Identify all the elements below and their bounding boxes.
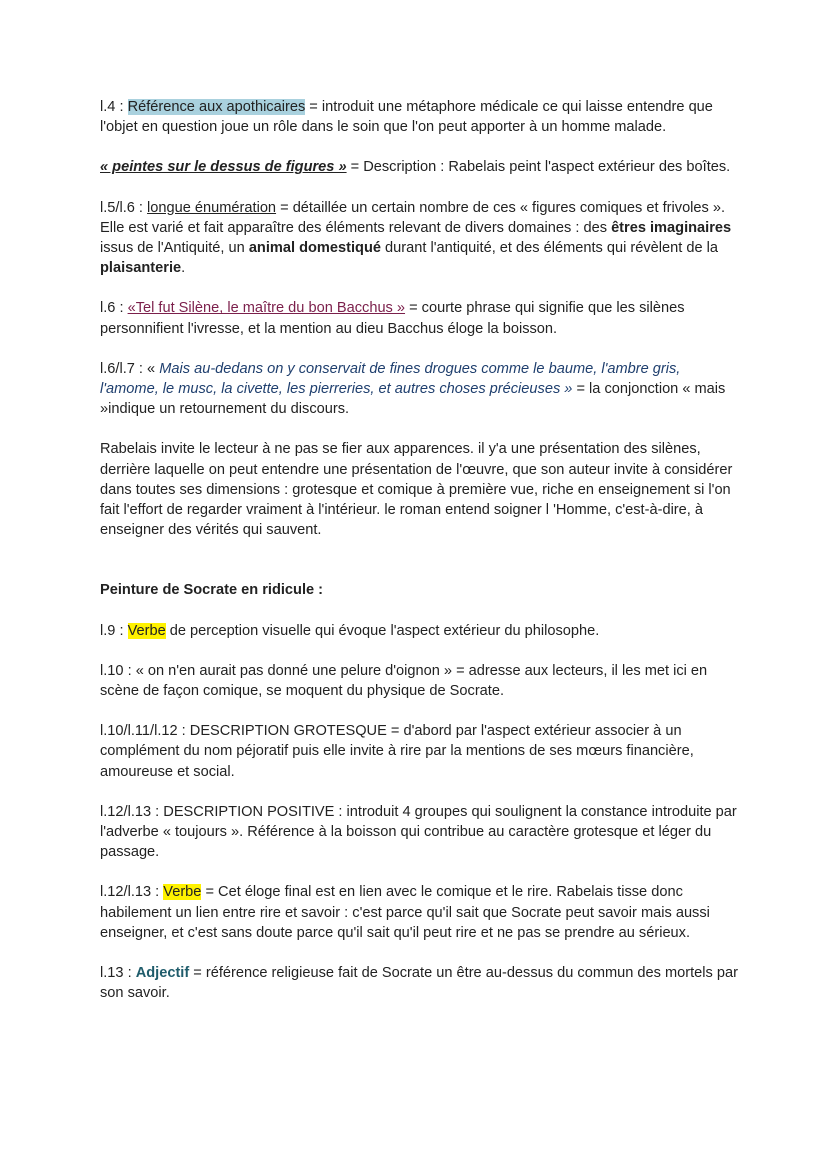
paragraph-text: de perception visuelle qui évoque l'aspect extérieur du philosophe.: [165, 622, 600, 639]
paragraph-figures: [100, 157, 740, 177]
paragraph-adjectif: [100, 963, 740, 1003]
paragraph-grotesque: l.10/l.11/l.12 : DESCRIPTION GROTESQUE = d'abord par l'aspect extérieur associer à un complément du nom péjoratif puis elle invite à rire par la mentions de ses mœurs financière, amoureuse et social.: [100, 723, 694, 780]
paragraph-silene: [100, 298, 740, 338]
paragraph-verbe-perception: [100, 621, 740, 641]
paragraph-eloge: [100, 882, 740, 943]
quoted-phrase: « peintes sur le dessus de figures »: [100, 159, 347, 176]
paragraph-oignon: l.10 : « on n'en aurait pas donné une pelure d'oignon » = adresse aux lecteurs, il les met ici en scène de façon comique, se moquent du physique de Socrate.: [100, 662, 708, 700]
paragraph-text: = courte phrase qui signifie que les silènes personnifient l'ivresse, et la mention au dieu Bacchus éloge la boisson.: [100, 300, 685, 337]
paragraph-text: = la conjonction « mais »indique un retournement du discours.: [100, 381, 726, 418]
line-ref: l.6/l.7 : «: [100, 360, 160, 377]
paragraph-text: = introduit une métaphore médicale ce qui laisse entendre que l'objet en question joue un rôle dans le soin que l'on peut apporter à un homme malade.: [100, 99, 713, 136]
line-ref: l.5/l.6 :: [100, 199, 148, 216]
highlighted-word: Verbe: [127, 622, 166, 639]
paragraph-text: issus de l'Antiquité, un: [100, 240, 249, 257]
paragraph-synthese: Rabelais invite le lecteur à ne pas se fier aux apparences. il y'a une présentation des silènes, derrière laquelle on peut entendre une présentation de l'œuvre, que son auteur invite à considérer dans toutes ses dimensions : grotesque et comique à première vue, riche en enseignement si l'on fait l'effort de regarder vraiment à l'intérieur. le roman entend soigner l 'Homme, c'est-à-dire, à enseigner des vérités qui sauvent.: [100, 441, 733, 539]
bold-phrase: animal domestiqué: [248, 240, 381, 257]
paragraph-text: = Description : Rabelais peint l'aspect extérieur des boîtes.: [346, 159, 731, 176]
line-ref: l.4 :: [100, 99, 128, 115]
bold-phrase: êtres imaginaires: [611, 219, 732, 236]
paragraph-text: durant l'antiquité, et des éléments qui révèlent de la: [381, 240, 719, 257]
paragraph-text: .: [181, 260, 186, 277]
highlighted-word: Verbe: [163, 884, 202, 901]
line-ref: l.12/l.13 :: [100, 884, 164, 901]
line-ref: l.13 :: [100, 965, 136, 982]
paragraph-text: = référence religieuse fait de Socrate un être au-dessus du commun des mortels par son savoir.: [100, 965, 738, 1002]
paragraph-mais: [100, 359, 740, 420]
underlined-phrase: longue énumération: [147, 199, 277, 216]
silene-link[interactable]: «Tel fut Silène, le maître du bon Bacchus »: [127, 300, 406, 317]
bold-word: Adjectif: [135, 965, 190, 982]
paragraph-text: = Cet éloge final est en lien avec le comique et le rire. Rabelais tisse donc habilement un lien entre rire et savoir : c'est parce qu'il sait que Socrate peut savoir mais aussi enseigner, et c'est sans doute parce qu'il sait qu'il peut rire et ne pas se prendre au sérieux.: [100, 884, 710, 941]
paragraph-enumeration: [100, 198, 740, 279]
paragraph-positive: l.12/l.13 : DESCRIPTION POSITIVE : introduit 4 groupes qui soulignent la constance introduite par l'adverbe « toujours ». Référence à la boisson qui contribue au caractère grotesque et léger du passage.: [100, 803, 737, 861]
paragraph-text: = détaillée un certain nombre de ces « figures comiques et frivoles ». Elle est varié et fait apparaître des éléments relevant de divers domaines : des: [100, 199, 726, 236]
quoted-passage: Mais au-dedans on y conservait de fines drogues comme le baume, l'ambre gris, l'amome, le musc, la civette, les pierreries, et autres choses précieuses »: [100, 360, 681, 398]
line-ref: l.6 :: [100, 300, 128, 317]
bold-phrase: plaisanterie: [100, 260, 182, 277]
section-heading: Peinture de Socrate en ridicule :: [100, 582, 324, 599]
document-page: [100, 97, 740, 1024]
line-ref: l.9 :: [100, 622, 128, 639]
paragraph-apothicaires: [100, 97, 740, 137]
highlighted-phrase: Référence aux apothicaires: [127, 99, 306, 115]
